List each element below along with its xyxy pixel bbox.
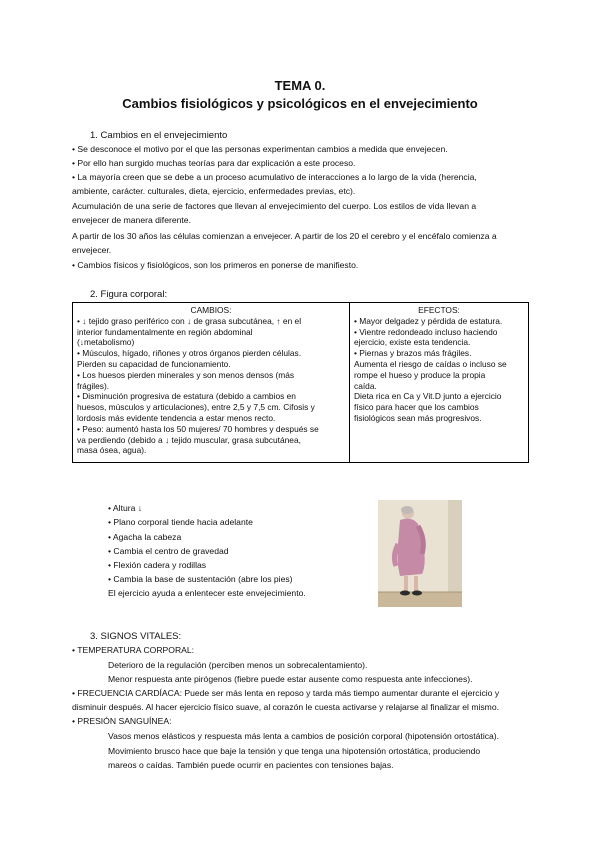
efectos-line: ejercicio, existe esta tendencia. — [354, 337, 471, 348]
heart-rate-line: disminuir después. Al hacer ejercicio físico suave, al corazón le cuesta activarse y relajarse al finalizar el mismo. — [72, 702, 500, 712]
posture-bullet: • Flexión cadera y rodillas — [108, 560, 207, 570]
section1-line: envejecer de manera diferente. — [72, 215, 191, 225]
efectos-line: físico para hacer que los cambios — [354, 402, 479, 413]
section1-line: A partir de los 30 años las células comienzan a envejecer. A partir de los 20 el cerebro y el encéfalo comienza a — [72, 231, 497, 241]
cambios-cell — [73, 303, 350, 463]
efectos-line: • Piernas y brazos más frágiles. — [354, 348, 472, 359]
temperature-line: Menor respuesta ante pirógenos (fiebre puede estar ausente como respuesta ante infecciones). — [108, 674, 473, 684]
section1-line: • Cambios físicos y fisiológicos, son los primeros en ponerse de manifiesto. — [72, 260, 359, 270]
section2-heading: 2. Figura corporal: — [90, 289, 168, 300]
page-title: TEMA 0. — [274, 78, 326, 93]
efectos-line: Aumenta el riesgo de caídas o incluso se — [354, 358, 507, 369]
posture-bullet: • Cambia la base de sustentación (abre los pies) — [108, 574, 293, 584]
efectos-header: EFECTOS: — [418, 305, 460, 315]
cambios-line: • Peso: aumentó hasta los 50 mujeres/ 70 hombres y después se — [77, 423, 319, 434]
blood-pressure-line: Movimiento brusco hace que baje la tensión y que tenga una hipotensión ortostática, produciendo — [108, 746, 481, 756]
blood-pressure-title: • PRESIÓN SANGUÍNEA: — [72, 716, 172, 726]
section1-line: • La mayoría creen que se debe a un proceso acumulativo de interacciones a lo largo de la vida (herencia, — [72, 172, 477, 182]
efectos-line: • Mayor delgadez y pérdida de estatura. — [354, 315, 503, 326]
cambios-line: va perdiendo (debido a ↓ tejido muscular, grasa subcutánea, — [77, 434, 301, 445]
posture-bullet: • Cambia el centro de gravedad — [108, 546, 229, 556]
cambios-line: • Disminución progresiva de estatura (debido a cambios en — [77, 391, 296, 402]
efectos-cell — [350, 303, 529, 463]
efectos-line: fisiológicos sean más progresivos. — [354, 412, 482, 423]
page-subtitle: Cambios fisiológicos y psicológicos en el envejecimiento — [122, 96, 478, 111]
posture-closing: El ejercicio ayuda a enlentecer este envejecimiento. — [108, 588, 306, 598]
cambios-line: interior fundamentalmente en región abdominal — [77, 326, 253, 337]
blood-pressure-line: mareos o caídas. También puede ocurrir en pacientes con tensiones bajas. — [108, 760, 394, 770]
cambios-line: frágiles). — [77, 380, 110, 391]
section3-heading: 3. SIGNOS VITALES: — [90, 631, 182, 642]
efectos-line: Dieta rica en Ca y Vit.D junto a ejercicio — [354, 391, 502, 402]
posture-bullet: • Altura ↓ — [108, 503, 143, 513]
section1-heading: 1. Cambios en el envejecimiento — [90, 130, 228, 141]
efectos-line: caída. — [354, 380, 377, 391]
section1-line: ambiente, carácter. culturales, dieta, ejercicio, enfermedades previas, etc). — [72, 186, 356, 196]
blood-pressure-line: Vasos menos elásticos y respuesta más lenta a cambios de posición corporal (hipotensión ortostática). — [108, 731, 500, 741]
cambios-line: (↓metabolismo) — [77, 337, 135, 348]
cambios-line: • Los huesos pierden minerales y son menos densos (más — [77, 369, 295, 380]
elderly-woman-photo — [378, 500, 462, 607]
posture-bullet: • Agacha la cabeza — [108, 532, 182, 542]
section1-line: envejecer. — [72, 245, 112, 255]
section1-line: Acumulación de una serie de factores que llevan al envejecimiento del cuerpo. Los estilos de vida llevan a — [72, 201, 477, 211]
figure-table — [72, 302, 529, 463]
cambios-line: lordosis más evidente tendencia a estar menos recto. — [77, 412, 276, 423]
section1-line: • Se desconoce el motivo por el que las personas experimentan cambios a medida que envejecen. — [72, 144, 448, 154]
section1-line: • Por ello han surgido muchas teorías para dar explicación a este proceso. — [72, 158, 356, 168]
cambios-line: masa ósea, agua). — [77, 445, 147, 456]
efectos-line: • Vientre redondeado incluso haciendo — [354, 326, 498, 337]
posture-bullet: • Plano corporal tiende hacia adelante — [108, 517, 253, 527]
heart-rate-line: • FRECUENCIA CARDÍACA: Puede ser más lenta en reposo y tarda más tiempo aumentar durante el ejercicio y — [72, 688, 500, 698]
cambios-line: huesos, músculos y articulaciones), entre 2,5 y 7,5 cm. Cifosis y — [77, 402, 315, 413]
cambios-line: • Músculos, hígado, riñones y otros órganos pierden células. — [77, 348, 302, 359]
efectos-line: rompe el hueso y produce la propia — [354, 369, 486, 380]
cambios-line: • ↓ tejido graso periférico con ↓ de grasa subcutánea, ↑ en el — [77, 315, 302, 326]
cambios-line: Pierden su capacidad de funcionamiento. — [77, 358, 231, 369]
temperature-title: • TEMPERATURA CORPORAL: — [72, 645, 195, 655]
cambios-header: CAMBIOS: — [190, 305, 232, 315]
temperature-line: Deterioro de la regulación (perciben menos un sobrecalentamiento). — [108, 660, 368, 670]
